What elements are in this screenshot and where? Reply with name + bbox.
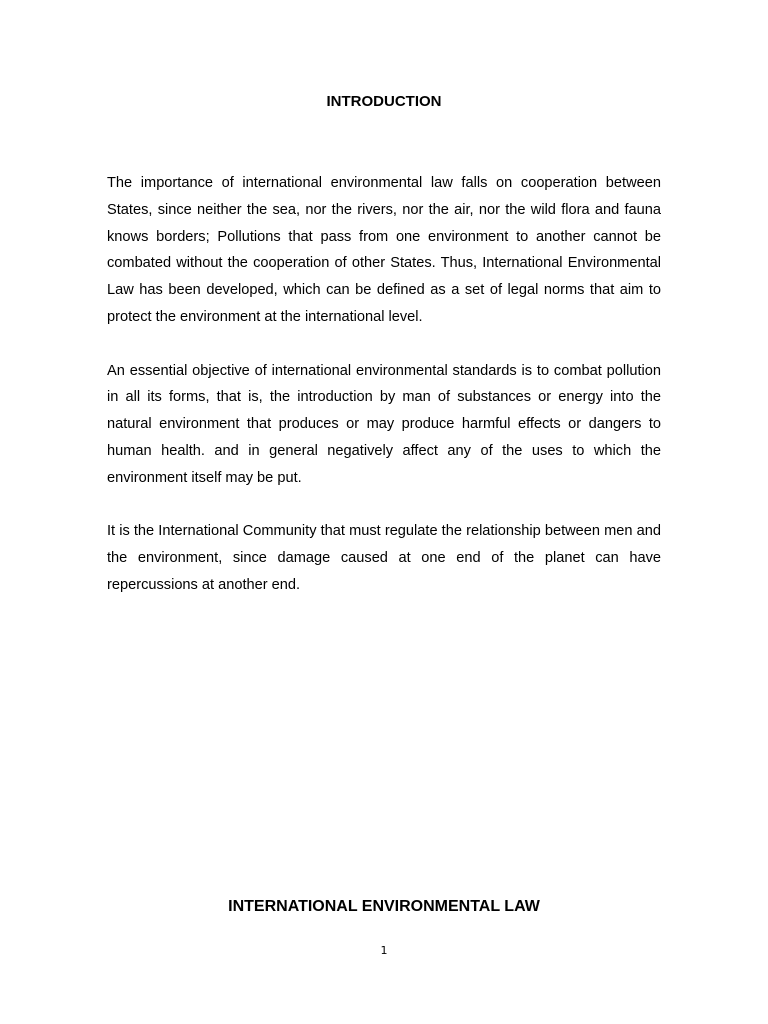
page-number: 1: [380, 944, 388, 957]
section-heading: INTERNATIONAL ENVIRONMENTAL LAW: [228, 898, 540, 915]
paragraph-2: An essential objective of international environmental standards is to combat pollution in all its forms, that is, the introduction by man of substances or energy into the natural environment that produces or may produce harmful effects or dangers to human health. and in general negatively affect any of the uses to which the environment itself may be put.: [107, 362, 661, 486]
page-title: INTRODUCTION: [326, 93, 442, 110]
paragraph-3: It is the International Community that must regulate the relationship between men and the environment, since damage caused at one end of the planet can have repercussions at another end.: [107, 523, 661, 593]
body-text: [107, 170, 661, 626]
paragraph-1: The importance of international environmental law falls on cooperation between States, since neither the sea, nor the rivers, nor the air, nor the wild flora and fauna knows borders; Pollutions that pass from one environment to another cannot be combated without the cooperation of other States. Thus, International Environmental Law has been developed, which can be defined as a set of legal norms that aim to protect the environment at the international level.: [107, 175, 661, 325]
